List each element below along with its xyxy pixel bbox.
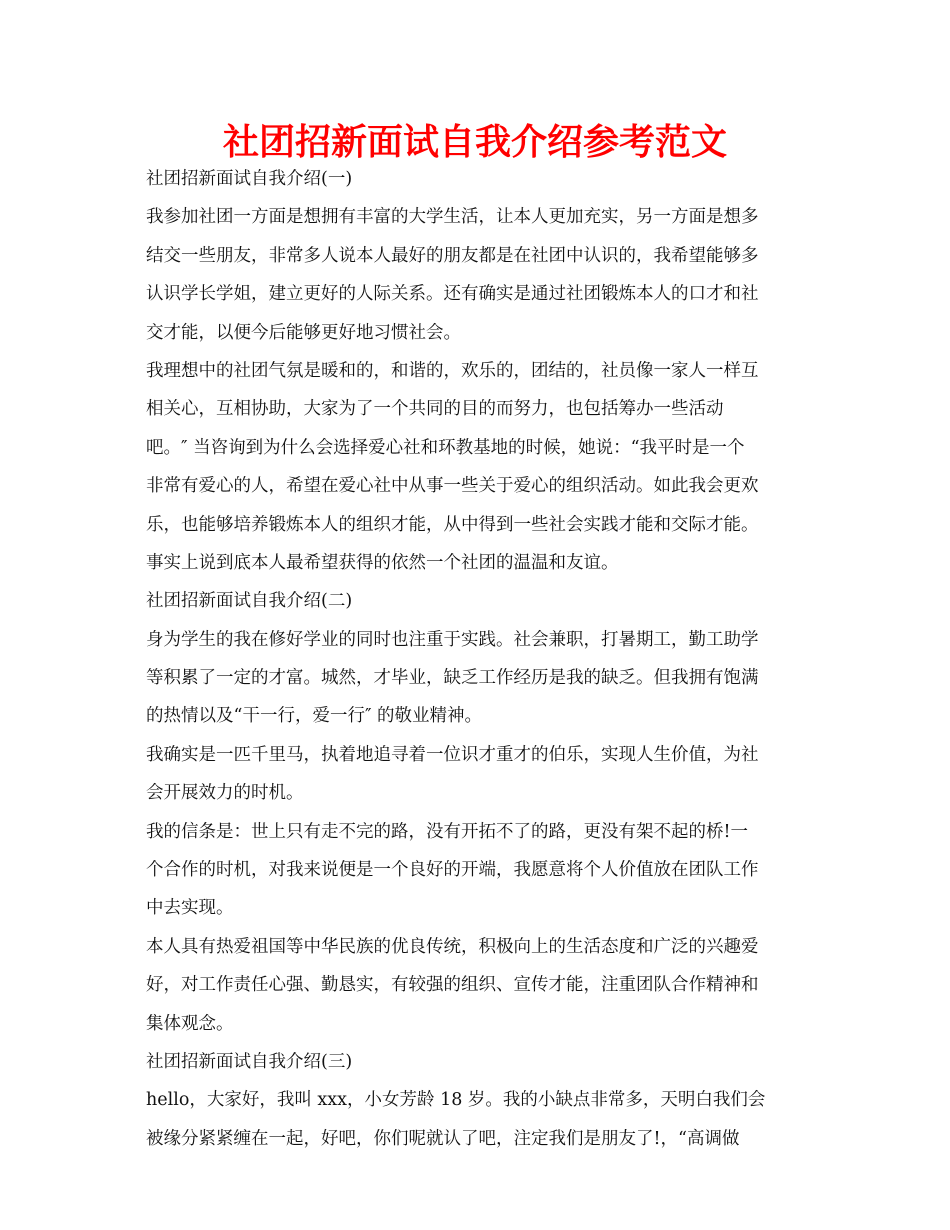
text-line: 本人具有热爱祖国等中华民族的优良传统，积极向上的生活态度和广泛的兴趣爱 [146, 936, 759, 957]
text-line: 事实上说到底本人最希望获得的依然一个社团的温温和友谊。 [146, 552, 619, 573]
text-line: 的热情以及“干一行，爱一行″ 的敬业精神。 [146, 706, 483, 727]
text-line: 会开展效力的时机。 [146, 783, 304, 804]
text-line: 认识学长学姐，建立更好的人际关系。还有确实是通过社团锻炼本人的口才和社 [146, 284, 759, 305]
text-line: 我的信条是：世上只有走不完的路，没有开拓不了的路，更没有架不起的桥!一 [146, 821, 749, 842]
text-line: 好，对工作责任心强、勤恳实，有较强的组织、宣传才能，注重团队合作精神和 [146, 975, 759, 996]
text-line: 中去实现。 [146, 898, 234, 919]
section-heading: 社团招新面试自我介绍(二) [146, 591, 353, 612]
text-line: 吧。″ 当咨询到为什么会选择爱心社和环教基地的时候，她说：“我平时是一个 [146, 437, 745, 458]
text-line: 我参加社团一方面是想拥有丰富的大学生活，让本人更加充实，另一方面是想多 [146, 207, 759, 228]
text-line: 集体观念。 [146, 1013, 234, 1034]
text-line: 结交一些朋友，非常多人说本人最好的朋友都是在社团中认识的，我希望能够多 [146, 245, 759, 266]
text-line: hello，大家好，我叫 xxx，小女芳龄 18 岁。我的小缺点非常多，天明白我们会 [146, 1090, 766, 1111]
text-line: 相关心，互相协助，大家为了一个共同的目的而努力，也包括筹办一些活动 [146, 399, 724, 420]
document-body [146, 160, 806, 1158]
text-line: 身为学生的我在修好学业的同时也注重于实践。社会兼职，打暑期工，勤工助学 [146, 629, 759, 650]
text-line: 乐，也能够培养锻炼本人的组织才能，从中得到一些社会实践才能和交际才能。 [146, 514, 759, 535]
text-line: 我理想中的社团气氛是暖和的，和谐的，欢乐的，团结的，社员像一家人一样互 [146, 360, 759, 381]
text-line: 等积累了一定的才富。城然，才毕业，缺乏工作经历是我的缺乏。但我拥有饱满 [146, 668, 759, 689]
text-line: 我确实是一匹千里马，执着地追寻着一位识才重才的伯乐，实现人生价值，为社 [146, 744, 759, 765]
document-title: 社团招新面试自我介绍参考范文 [222, 121, 727, 163]
text-line: 非常有爱心的人，希望在爱心社中从事一些关于爱心的组织活动。如此我会更欢 [146, 476, 759, 497]
text-line: 被缘分紧紧缠在一起，好吧，你们呢就认了吧，注定我们是朋友了!，“高调做 [146, 1128, 740, 1149]
text-line: 交才能，以便今后能够更好地习惯社会。 [146, 322, 461, 343]
section-heading: 社团招新面试自我介绍(一) [146, 169, 353, 189]
text-line: 个合作的时机，对我来说便是一个良好的开端，我愿意将个人价值放在团队工作 [146, 860, 759, 881]
section-heading: 社团招新面试自我介绍(三) [146, 1051, 353, 1072]
